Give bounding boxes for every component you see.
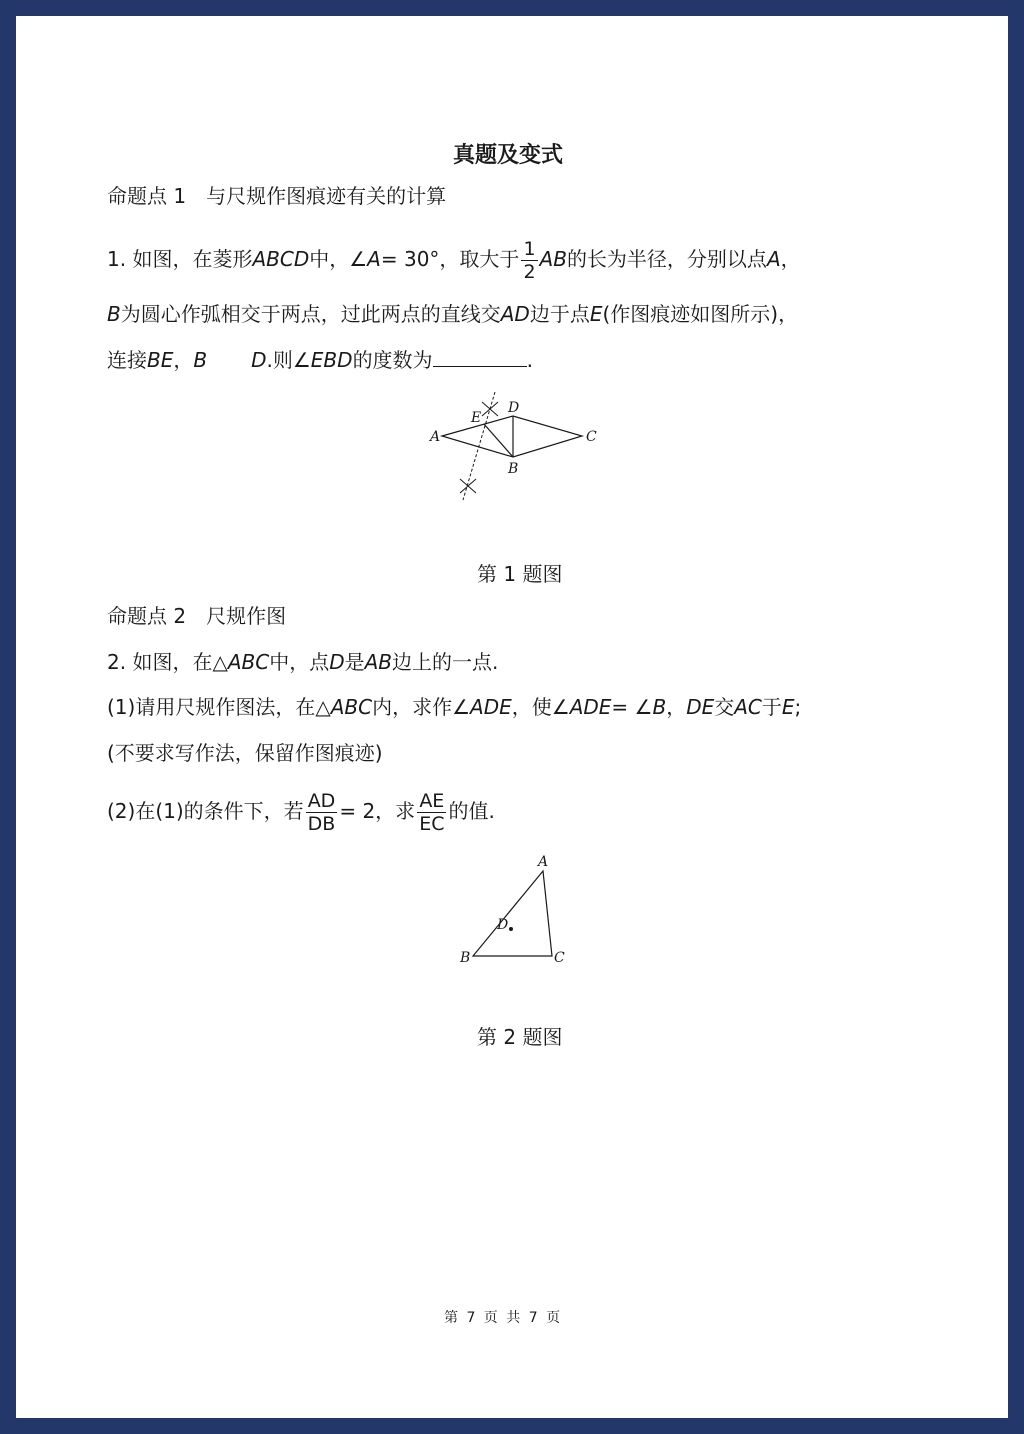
q1-var: AB bbox=[539, 247, 567, 271]
page-footer: 第 7 页 共 7 页 bbox=[444, 1310, 563, 1326]
fraction-numerator: 1 bbox=[523, 238, 536, 260]
label-d: D bbox=[508, 400, 520, 416]
figure-1-rhombus bbox=[422, 388, 622, 506]
q2-text: (1)请用尺规作图法，在△ bbox=[107, 695, 331, 719]
q2-text: 中，点 bbox=[269, 650, 330, 674]
q1-var: EBD bbox=[310, 348, 353, 372]
rhombus-abcd bbox=[442, 416, 582, 457]
triangle-abc bbox=[473, 871, 552, 956]
label-a: A bbox=[538, 854, 549, 870]
q2-text: 于 bbox=[761, 695, 782, 719]
q1-text: ， bbox=[780, 247, 801, 271]
q2-text: ; bbox=[794, 695, 802, 719]
label-b: B bbox=[508, 461, 519, 477]
q1-text: 的长为半径，分别以点 bbox=[566, 247, 767, 271]
q1-text: = 30°，取大于 bbox=[380, 247, 520, 271]
fraction-ae-ec bbox=[417, 790, 446, 835]
q1-text: 边于点 bbox=[529, 302, 590, 326]
answer-blank bbox=[433, 346, 527, 367]
q2-var: B bbox=[652, 695, 667, 719]
section1-heading: 命题点 1 与尺规作图痕迹有关的计算 bbox=[107, 184, 447, 208]
segment-be bbox=[484, 424, 513, 457]
label-c: C bbox=[554, 950, 565, 966]
label-c: C bbox=[586, 429, 597, 445]
q1-var: A bbox=[766, 247, 781, 271]
q2-text: 如图，在△ bbox=[132, 650, 228, 674]
figure-2-caption: 第 2 题图 bbox=[477, 1025, 563, 1049]
q2-text: 边上的一点. bbox=[392, 650, 499, 674]
q2-text: (2)在(1)的条件下，若 bbox=[107, 799, 304, 823]
label-a: A bbox=[430, 429, 441, 445]
q2-var: ABC bbox=[227, 650, 270, 674]
page-title: 真题及变式 bbox=[453, 143, 564, 168]
q1-var: BE bbox=[147, 348, 174, 372]
fraction-denominator: 2 bbox=[523, 261, 536, 283]
half-fraction bbox=[521, 238, 537, 283]
q2-line1 bbox=[107, 648, 498, 676]
q1-text: . bbox=[526, 348, 533, 372]
label-b: B bbox=[460, 950, 471, 966]
q2-text: 内，求作∠ bbox=[372, 695, 471, 719]
q1-number: 1. bbox=[107, 247, 127, 271]
q1-text: 为圆心作弧相交于两点，过此两点的直线交 bbox=[120, 302, 501, 326]
q1-var: ABCD bbox=[252, 247, 310, 271]
q1-text: 连接 bbox=[107, 348, 147, 372]
q1-var: AD bbox=[500, 302, 530, 326]
q2-line2 bbox=[107, 693, 801, 721]
label-d: D bbox=[497, 917, 509, 933]
arc-mark-bottom bbox=[460, 479, 476, 493]
figure-2-triangle bbox=[452, 850, 582, 970]
q2-number: 2. bbox=[107, 650, 127, 674]
q2-var: ADE bbox=[569, 695, 612, 719]
q1-text: 如图，在菱形 bbox=[132, 247, 253, 271]
q2-var: D bbox=[329, 650, 345, 674]
q2-text: = ∠ bbox=[611, 695, 653, 719]
fraction-numerator: AE bbox=[417, 790, 446, 813]
q1-text: (作图痕迹如图所示)， bbox=[602, 302, 799, 326]
fraction-ad-db bbox=[306, 790, 338, 835]
q2-var: AB bbox=[364, 650, 393, 674]
q1-line3 bbox=[107, 346, 533, 374]
q1-var: B bbox=[107, 302, 121, 326]
q1-var: D bbox=[251, 348, 267, 372]
q2-var: ADE bbox=[470, 695, 512, 719]
q2-line4 bbox=[107, 790, 495, 835]
q1-var: E bbox=[589, 302, 603, 326]
q2-text: 交 bbox=[714, 695, 735, 719]
q1-line2 bbox=[107, 300, 798, 328]
q2-var: AC bbox=[734, 695, 762, 719]
q2-line3: (不要求写作法，保留作图痕迹) bbox=[107, 741, 383, 765]
q2-text: ， bbox=[666, 695, 687, 719]
label-e: E bbox=[471, 410, 482, 426]
q1-text: .则∠ bbox=[266, 348, 311, 372]
fraction-denominator: DB bbox=[307, 813, 336, 835]
q1-text: 中，∠ bbox=[309, 247, 368, 271]
q2-var: E bbox=[781, 695, 795, 719]
q2-var: DE bbox=[686, 695, 715, 719]
section2-heading: 命题点 2 尺规作图 bbox=[107, 604, 287, 628]
figure-1-caption: 第 1 题图 bbox=[477, 562, 563, 586]
q2-var: ABC bbox=[330, 695, 373, 719]
q1-line1 bbox=[107, 238, 801, 283]
fraction-numerator: AD bbox=[306, 790, 338, 813]
q2-text: 是 bbox=[344, 650, 365, 674]
q2-text: = 2，求 bbox=[339, 799, 416, 823]
q2-text: ，使∠ bbox=[511, 695, 570, 719]
fraction-denominator: EC bbox=[419, 813, 445, 835]
document-page bbox=[16, 16, 1008, 1418]
q2-text: 的值. bbox=[448, 799, 495, 823]
point-d bbox=[509, 927, 513, 931]
q1-var: B bbox=[193, 348, 208, 372]
q1-text: ， bbox=[173, 348, 194, 372]
arc-mark-top bbox=[482, 402, 498, 416]
q1-var: A bbox=[367, 247, 381, 271]
q1-text: 的度数为 bbox=[352, 348, 433, 372]
